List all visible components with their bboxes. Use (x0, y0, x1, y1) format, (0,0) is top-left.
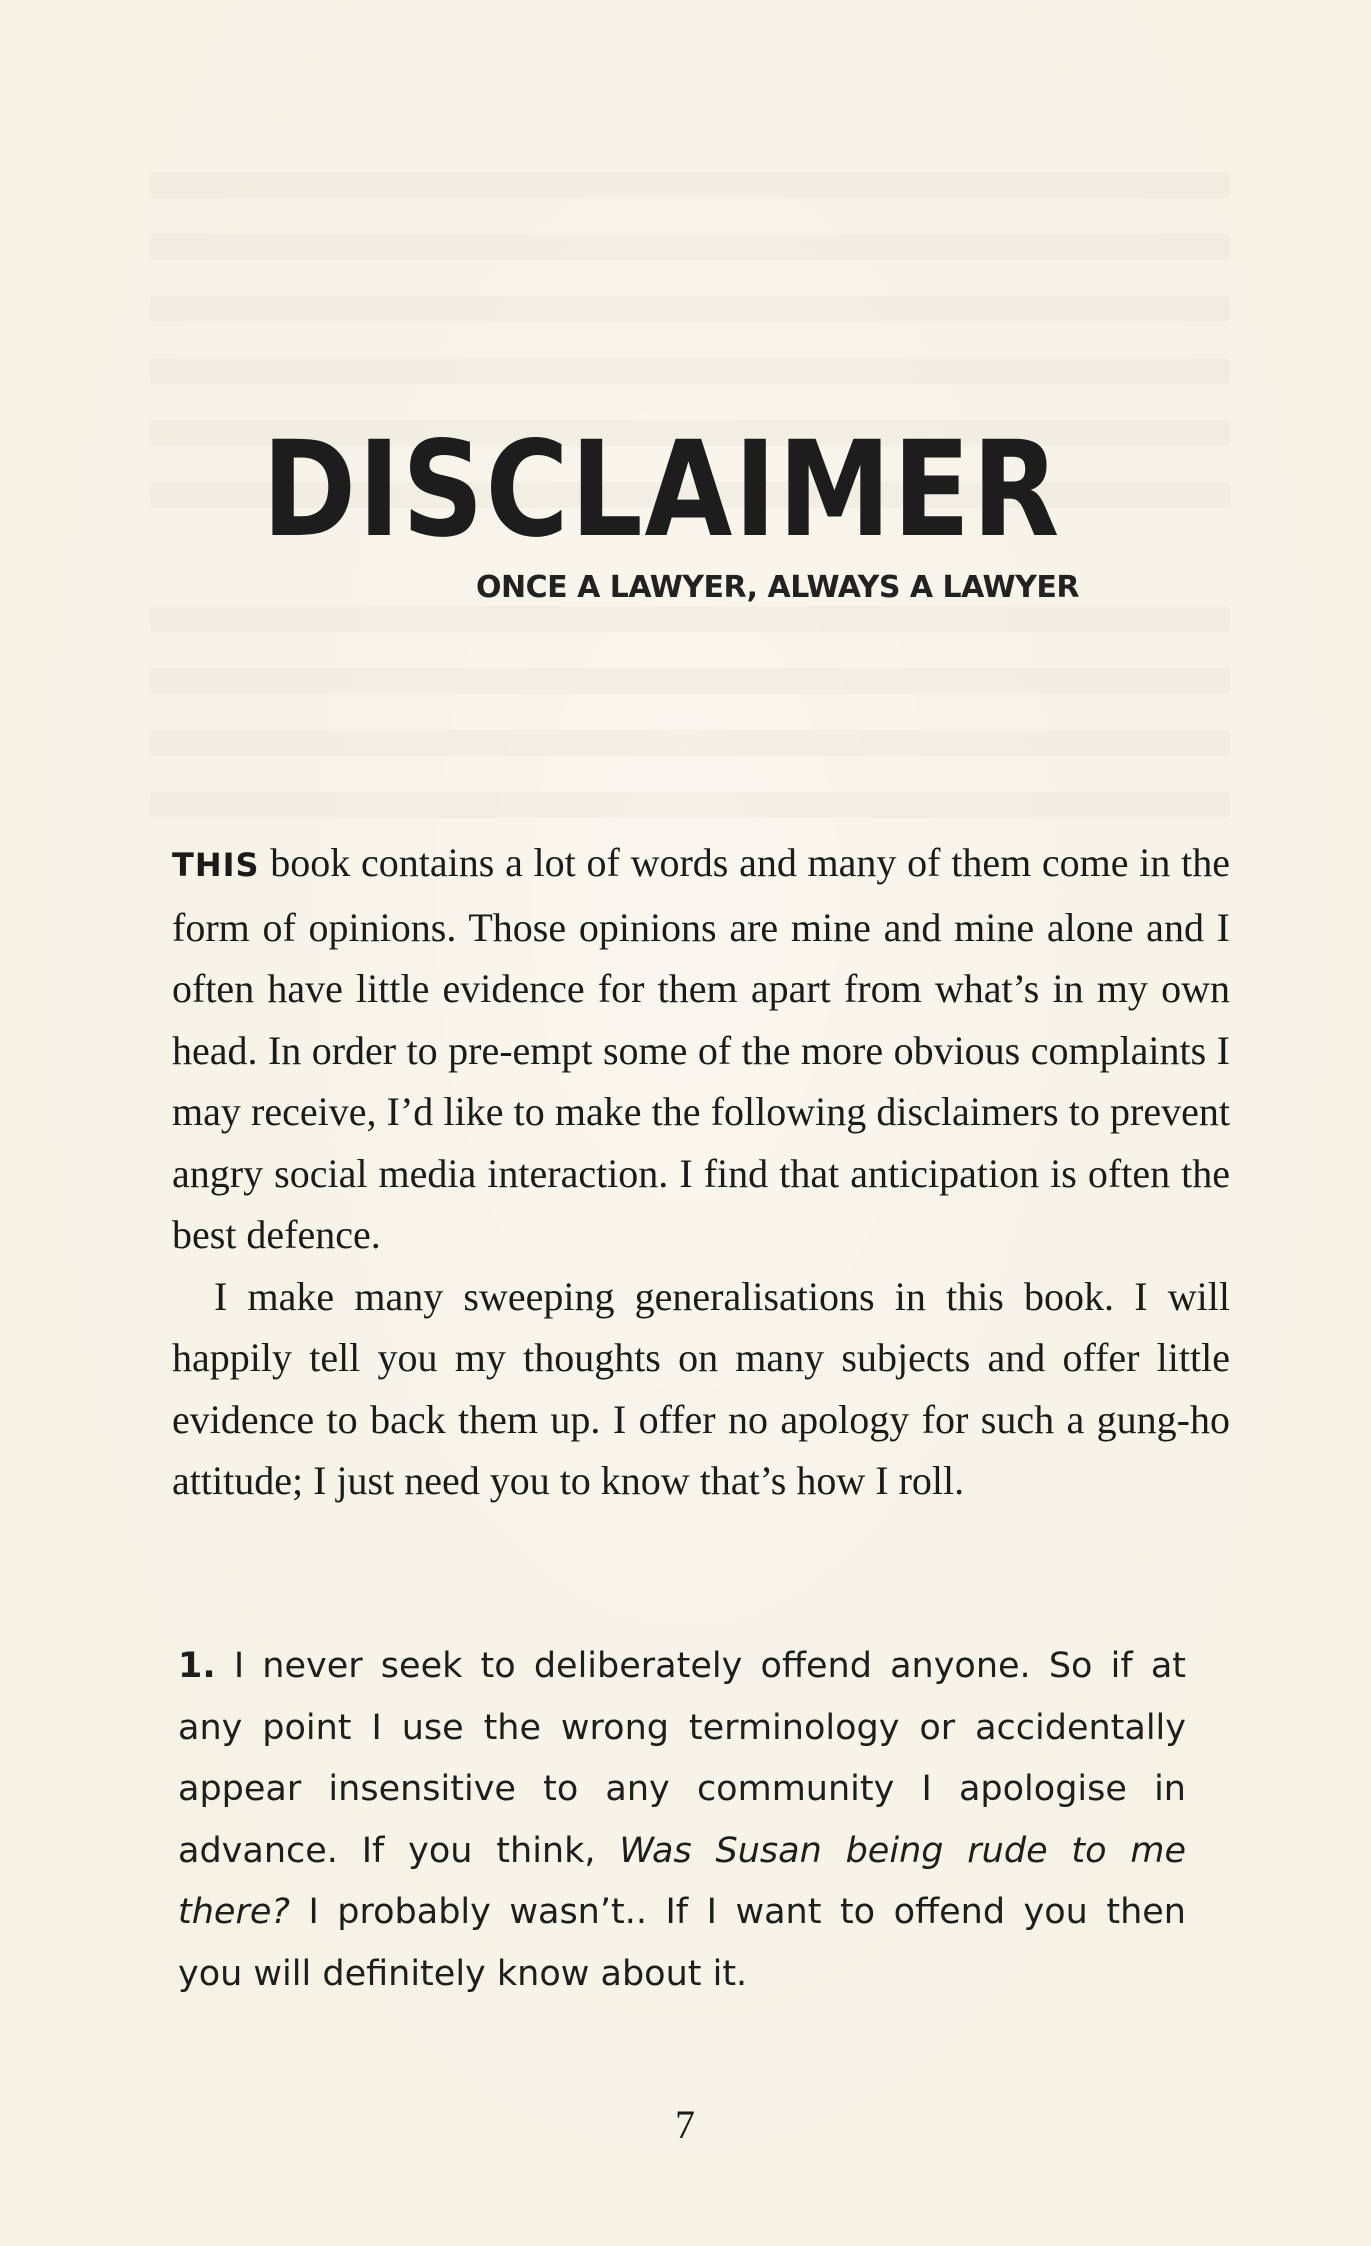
page-title: DISCLAIMER (262, 413, 1062, 567)
show-through-line (150, 234, 1230, 260)
disclaimer-list-item-1 (178, 1636, 1186, 2005)
body-text (172, 832, 1230, 1512)
paragraph-1-text: book contains a lot of words and many of them come in the form of opinions. Those opinions are mine and mine alone and I often have little evidence for them apart from what’s in my own head. In order to pre-empt some of the more obvious complaints I may receive, I’d like to make the following disclaimers to prevent angry social media interaction. I find that anticipation is often the best defence. (172, 840, 1230, 1257)
show-through-line (150, 172, 1230, 198)
list-item-number: 1. (178, 1646, 216, 1686)
show-through-line (150, 668, 1230, 694)
paragraph-1 (172, 832, 1230, 1266)
list-item-text-after: I probably wasn’t.. If I want to offend you then you will definitely know about it. (178, 1892, 1186, 1994)
show-through-line (150, 358, 1230, 384)
page-subtitle: ONCE A LAWYER, ALWAYS A LAWYER (476, 570, 1079, 605)
lead-word: THIS (172, 846, 260, 884)
show-through-line (150, 792, 1230, 818)
paragraph-2: I make many sweeping generalisations in this book. I will happily tell you my thoughts on many subjects and offer little evidence to back them up. I offer no apology for such a gung-ho attitude; I just need you to know that’s how I roll. (172, 1273, 1230, 1503)
list-item-italic-text: Was Susan being rude to me there? (178, 1830, 1186, 1932)
page-number: 7 (675, 2102, 695, 2147)
show-through-line (150, 296, 1230, 322)
list-item-text-before: I never seek to deliberately offend anyone. So if at any point I use the wrong terminology or accidentally appear insensitive to any community I apologise in advance. If you think, (178, 1646, 1186, 1871)
show-through-line (150, 730, 1230, 756)
